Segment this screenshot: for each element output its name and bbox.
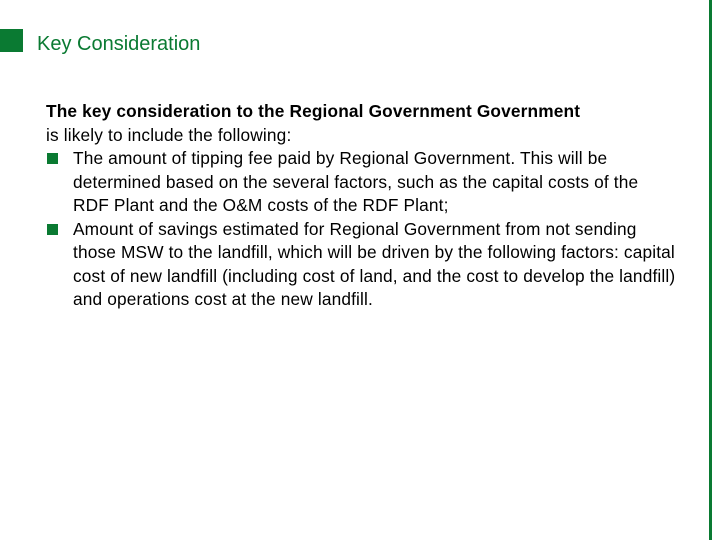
bullet-list bbox=[46, 147, 676, 312]
bullet-text: The amount of tipping fee paid by Regional Government. This will be determined based on the several factors, such as the capital costs of the RDF Plant and the O&M costs of the RDF Plant; bbox=[73, 148, 639, 215]
bullet-item bbox=[46, 147, 676, 218]
slide-title: Key Consideration bbox=[37, 33, 201, 55]
slide-body bbox=[46, 100, 676, 312]
intro-bold-text: The key consideration to the Regional Government Government bbox=[46, 101, 581, 121]
bullet-text: Amount of savings estimated for Regional Government from not sending those MSW to the landfill, which will be driven by the following factors: capital cost of new landfill (including cost of land, and the cost to develop the landfill) and operations cost at the new landfill. bbox=[73, 218, 676, 309]
intro-paragraph bbox=[46, 100, 676, 147]
bullet-item bbox=[46, 218, 676, 312]
right-edge-divider bbox=[709, 0, 712, 540]
green-square-bullet-icon bbox=[47, 224, 58, 235]
title-square-icon bbox=[0, 29, 23, 52]
intro-rest-text: is likely to include the following: bbox=[46, 124, 292, 145]
green-square-bullet-icon bbox=[47, 153, 58, 164]
